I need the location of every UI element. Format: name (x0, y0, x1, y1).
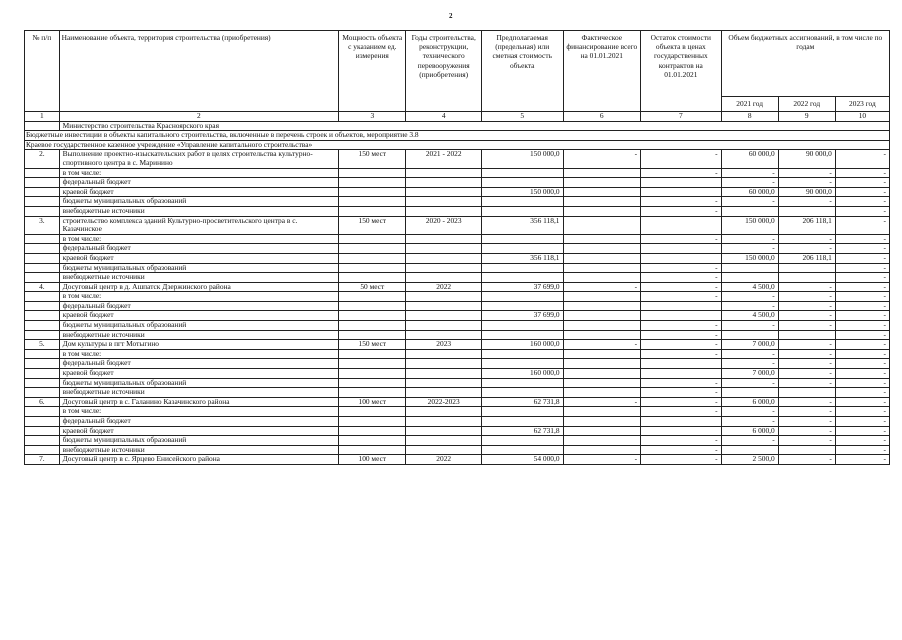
funding-source-row (25, 206, 890, 216)
header-row (25, 31, 890, 97)
funding-source-row (25, 273, 890, 283)
object-number: 5. (25, 340, 60, 350)
funding-actual (563, 311, 641, 321)
funding-2021 (721, 273, 778, 283)
funding-2021: 7 000,0 (721, 369, 778, 379)
funding-2023: - (835, 426, 889, 436)
funding-source-row (25, 330, 890, 340)
object-remainder: - (641, 150, 722, 168)
funding-2021: - (721, 378, 778, 388)
funding-2022: - (778, 349, 835, 359)
funding-cost: 62 731,8 (481, 426, 563, 436)
object-actual-financing: - (563, 282, 641, 292)
object-name: строительство комплекса зданий Культурно-просветительского центра в с. Казачинское (59, 216, 338, 234)
funding-2022: - (778, 378, 835, 388)
funding-2023: - (835, 301, 889, 311)
funding-source-label: краевой бюджет (59, 253, 338, 263)
funding-remainder (641, 426, 722, 436)
funding-source-label: бюджеты муниципальных образований (59, 436, 338, 446)
funding-remainder: - (641, 206, 722, 216)
col-allocation-header: Объем бюджетных ассигнований, в том числе по годам (721, 31, 889, 97)
funding-2022 (778, 330, 835, 340)
funding-actual (563, 378, 641, 388)
funding-2022 (778, 263, 835, 273)
object-allocation-2023: - (835, 150, 889, 168)
object-number: 4. (25, 282, 60, 292)
funding-remainder: - (641, 263, 722, 273)
object-capacity: 100 мест (339, 397, 406, 407)
funding-cost: 37 699,0 (481, 311, 563, 321)
object-allocation-2022: - (778, 282, 835, 292)
funding-2021: 150 000,0 (721, 253, 778, 263)
funding-2022: - (778, 311, 835, 321)
funding-source-row (25, 436, 890, 446)
column-number: 9 (778, 112, 835, 122)
funding-source-row (25, 369, 890, 379)
funding-2023: - (835, 445, 889, 455)
funding-2023: - (835, 244, 889, 254)
funding-2023: - (835, 273, 889, 283)
funding-source-row (25, 263, 890, 273)
object-row (25, 340, 890, 350)
object-allocation-2021: 6 000,0 (721, 397, 778, 407)
funding-remainder (641, 253, 722, 263)
column-number: 4 (406, 112, 481, 122)
funding-actual (563, 445, 641, 455)
object-actual-financing (563, 216, 641, 234)
funding-source-label: в том числе: (59, 349, 338, 359)
funding-actual (563, 359, 641, 369)
object-allocation-2021: 2 500,0 (721, 455, 778, 465)
funding-2023: - (835, 197, 889, 207)
funding-actual (563, 206, 641, 216)
object-actual-financing: - (563, 340, 641, 350)
funding-remainder (641, 301, 722, 311)
table-body (25, 112, 890, 465)
section-title: Бюджетные инвестиции в объекты капитального строительства, включенные в перечень строек и объектов, мероприятие 3.8 (25, 131, 890, 141)
year-2021-header: 2021 год (721, 97, 778, 112)
object-allocation-2021: 4 500,0 (721, 282, 778, 292)
col-actual-header: Фактическое финансирование всего на 01.01.2021 (563, 31, 641, 112)
funding-actual (563, 417, 641, 427)
funding-source-label: внебюджетные источники (59, 330, 338, 340)
funding-cost (481, 178, 563, 188)
object-years: 2022 (406, 455, 481, 465)
funding-2021 (721, 330, 778, 340)
funding-source-label: краевой бюджет (59, 426, 338, 436)
funding-source-row (25, 378, 890, 388)
funding-2021: - (721, 234, 778, 244)
funding-cost (481, 292, 563, 302)
funding-2021 (721, 388, 778, 398)
object-cost: 160 000,0 (481, 340, 563, 350)
column-number: 10 (835, 112, 889, 122)
funding-2022: - (778, 417, 835, 427)
column-number: 3 (339, 112, 406, 122)
funding-2021: - (721, 321, 778, 331)
funding-2021: - (721, 244, 778, 254)
funding-2021: - (721, 197, 778, 207)
funding-cost (481, 168, 563, 178)
funding-2023: - (835, 234, 889, 244)
column-number: 6 (563, 112, 641, 122)
funding-cost (481, 388, 563, 398)
funding-cost (481, 197, 563, 207)
object-cost: 54 000,0 (481, 455, 563, 465)
funding-source-label: федеральный бюджет (59, 178, 338, 188)
col-capacity-header: Мощность объекта с указанием ед. измерения (339, 31, 406, 112)
funding-2023: - (835, 359, 889, 369)
section-title: Министерство строительства Красноярского края (59, 121, 889, 131)
funding-2021: - (721, 359, 778, 369)
funding-source-label: федеральный бюджет (59, 417, 338, 427)
funding-actual (563, 197, 641, 207)
funding-cost (481, 234, 563, 244)
funding-source-label: краевой бюджет (59, 187, 338, 197)
column-number: 5 (481, 112, 563, 122)
section-row (25, 121, 890, 131)
funding-source-label: краевой бюджет (59, 311, 338, 321)
column-number: 2 (59, 112, 338, 122)
object-number: 2. (25, 150, 60, 168)
funding-2022: - (778, 301, 835, 311)
funding-source-label: внебюджетные источники (59, 273, 338, 283)
funding-source-row (25, 253, 890, 263)
object-name: Досуговый центр в с. Галанино Казачинского района (59, 397, 338, 407)
funding-2022: - (778, 321, 835, 331)
funding-2022: - (778, 407, 835, 417)
funding-remainder: - (641, 168, 722, 178)
funding-2023: - (835, 436, 889, 446)
funding-source-label: федеральный бюджет (59, 244, 338, 254)
funding-2023: - (835, 311, 889, 321)
funding-2023: - (835, 187, 889, 197)
funding-source-row (25, 197, 890, 207)
funding-actual (563, 321, 641, 331)
funding-2021: - (721, 178, 778, 188)
funding-remainder (641, 359, 722, 369)
funding-actual (563, 301, 641, 311)
funding-remainder: - (641, 292, 722, 302)
object-number: 3. (25, 216, 60, 234)
funding-source-label: в том числе: (59, 407, 338, 417)
funding-2022: - (778, 436, 835, 446)
object-allocation-2021: 150 000,0 (721, 216, 778, 234)
funding-source-label: внебюджетные источники (59, 206, 338, 216)
object-name: Дом культуры в пгт Мотыгино (59, 340, 338, 350)
funding-source-row (25, 178, 890, 188)
col-number-header: № п/п (25, 31, 60, 112)
funding-actual (563, 369, 641, 379)
funding-source-row (25, 407, 890, 417)
funding-remainder: - (641, 234, 722, 244)
funding-source-label: бюджеты муниципальных образований (59, 321, 338, 331)
funding-cost: 356 118,1 (481, 253, 563, 263)
col-name-header: Наименование объекта, территория строительства (приобретения) (59, 31, 338, 112)
funding-source-row (25, 349, 890, 359)
funding-remainder: - (641, 321, 722, 331)
funding-source-label: в том числе: (59, 168, 338, 178)
funding-2023: - (835, 417, 889, 427)
funding-source-row (25, 359, 890, 369)
col-remainder-header: Остаток стоимости объекта в ценах государственных контрактов на 01.01.2021 (641, 31, 722, 112)
column-number-row (25, 112, 890, 122)
funding-actual (563, 244, 641, 254)
funding-2023: - (835, 407, 889, 417)
funding-2022: - (778, 244, 835, 254)
funding-2023: - (835, 369, 889, 379)
budget-table (24, 30, 890, 465)
funding-actual (563, 292, 641, 302)
funding-remainder (641, 417, 722, 427)
object-capacity: 150 мест (339, 216, 406, 234)
funding-2021 (721, 445, 778, 455)
object-allocation-2022: 206 118,1 (778, 216, 835, 234)
object-years: 2023 (406, 340, 481, 350)
object-remainder: - (641, 455, 722, 465)
funding-cost (481, 263, 563, 273)
funding-actual (563, 273, 641, 283)
object-remainder: - (641, 282, 722, 292)
object-row (25, 282, 890, 292)
funding-2021: - (721, 168, 778, 178)
funding-actual (563, 436, 641, 446)
funding-source-row (25, 311, 890, 321)
funding-actual (563, 263, 641, 273)
funding-2023: - (835, 330, 889, 340)
funding-2021 (721, 206, 778, 216)
funding-source-label: бюджеты муниципальных образований (59, 197, 338, 207)
column-number: 1 (25, 112, 60, 122)
funding-2023: - (835, 292, 889, 302)
funding-cost: 160 000,0 (481, 369, 563, 379)
funding-actual (563, 407, 641, 417)
funding-source-row (25, 292, 890, 302)
object-remainder: - (641, 397, 722, 407)
funding-source-label: внебюджетные источники (59, 388, 338, 398)
funding-remainder: - (641, 445, 722, 455)
funding-2023: - (835, 253, 889, 263)
funding-remainder (641, 178, 722, 188)
column-number: 8 (721, 112, 778, 122)
object-capacity: 50 мест (339, 282, 406, 292)
funding-2021: 4 500,0 (721, 311, 778, 321)
funding-remainder: - (641, 197, 722, 207)
funding-2022: - (778, 234, 835, 244)
col-cost-header: Предполагаемая (предельная) или сметная стоимость объекта (481, 31, 563, 112)
funding-source-label: краевой бюджет (59, 369, 338, 379)
funding-2021: - (721, 301, 778, 311)
funding-source-label: федеральный бюджет (59, 301, 338, 311)
funding-source-row (25, 301, 890, 311)
funding-actual (563, 234, 641, 244)
funding-source-row (25, 417, 890, 427)
funding-actual (563, 388, 641, 398)
funding-cost: 150 000,0 (481, 187, 563, 197)
object-remainder: - (641, 340, 722, 350)
object-allocation-2022: - (778, 397, 835, 407)
funding-2022: 90 000,0 (778, 187, 835, 197)
object-allocation-2022: 90 000,0 (778, 150, 835, 168)
object-allocation-2021: 7 000,0 (721, 340, 778, 350)
funding-remainder (641, 244, 722, 254)
object-name: Досуговый центр в д. Ашпатск Дзержинского района (59, 282, 338, 292)
funding-cost (481, 273, 563, 283)
funding-2021: - (721, 292, 778, 302)
funding-2023: - (835, 263, 889, 273)
funding-2023: - (835, 378, 889, 388)
funding-2021: - (721, 349, 778, 359)
column-number: 7 (641, 112, 722, 122)
funding-2022: - (778, 168, 835, 178)
funding-actual (563, 168, 641, 178)
funding-actual (563, 426, 641, 436)
funding-source-row (25, 168, 890, 178)
funding-2022: - (778, 292, 835, 302)
funding-2022: - (778, 359, 835, 369)
funding-remainder (641, 187, 722, 197)
funding-2022: 206 118,1 (778, 253, 835, 263)
funding-cost (481, 359, 563, 369)
funding-source-label: бюджеты муниципальных образований (59, 263, 338, 273)
funding-source-row (25, 445, 890, 455)
object-cost: 356 118,1 (481, 216, 563, 234)
funding-remainder: - (641, 407, 722, 417)
funding-2022: - (778, 197, 835, 207)
object-actual-financing: - (563, 150, 641, 168)
object-years: 2021 - 2022 (406, 150, 481, 168)
object-cost: 150 000,0 (481, 150, 563, 168)
funding-remainder (641, 369, 722, 379)
object-allocation-2023: - (835, 216, 889, 234)
object-remainder (641, 216, 722, 234)
funding-cost (481, 321, 563, 331)
year-2022-header: 2022 год (778, 97, 835, 112)
funding-cost (481, 206, 563, 216)
funding-2022 (778, 206, 835, 216)
funding-2023: - (835, 168, 889, 178)
funding-2022: - (778, 426, 835, 436)
funding-2021 (721, 263, 778, 273)
object-years: 2022 (406, 282, 481, 292)
funding-2021: 6 000,0 (721, 426, 778, 436)
funding-remainder: - (641, 273, 722, 283)
funding-remainder: - (641, 378, 722, 388)
funding-2021: - (721, 436, 778, 446)
section-row (25, 131, 890, 141)
funding-source-label: внебюджетные источники (59, 445, 338, 455)
funding-2022 (778, 273, 835, 283)
object-allocation-2023: - (835, 455, 889, 465)
funding-2022: - (778, 369, 835, 379)
object-years: 2020 - 2023 (406, 216, 481, 234)
object-allocation-2023: - (835, 282, 889, 292)
funding-remainder: - (641, 436, 722, 446)
funding-remainder: - (641, 388, 722, 398)
funding-source-label: в том числе: (59, 234, 338, 244)
object-actual-financing: - (563, 397, 641, 407)
funding-source-label: в том числе: (59, 292, 338, 302)
funding-actual (563, 187, 641, 197)
object-capacity: 100 мест (339, 455, 406, 465)
object-name: Выполнение проектно-изыскательских работ в целях строительства культурно-спортивного центра в с. Маринино (59, 150, 338, 168)
funding-cost (481, 378, 563, 388)
object-number: 7. (25, 455, 60, 465)
object-actual-financing: - (563, 455, 641, 465)
object-capacity: 150 мест (339, 340, 406, 350)
funding-actual (563, 349, 641, 359)
funding-cost (481, 407, 563, 417)
object-allocation-2022: - (778, 340, 835, 350)
object-allocation-2023: - (835, 340, 889, 350)
funding-cost (481, 244, 563, 254)
funding-actual (563, 253, 641, 263)
funding-source-row (25, 426, 890, 436)
funding-cost (481, 445, 563, 455)
funding-source-row (25, 244, 890, 254)
funding-source-row (25, 321, 890, 331)
object-row (25, 397, 890, 407)
object-cost: 37 699,0 (481, 282, 563, 292)
col-years-header: Годы строительства, реконструкции, технического перевооружения (приобретения) (406, 31, 481, 112)
funding-remainder (641, 311, 722, 321)
funding-remainder: - (641, 349, 722, 359)
funding-cost (481, 417, 563, 427)
funding-2023: - (835, 321, 889, 331)
funding-2022: - (778, 178, 835, 188)
funding-cost (481, 330, 563, 340)
object-cost: 62 731,8 (481, 397, 563, 407)
funding-2021: 60 000,0 (721, 187, 778, 197)
funding-source-row (25, 187, 890, 197)
page-number: 2 (449, 12, 453, 20)
funding-2022 (778, 445, 835, 455)
funding-2021: - (721, 407, 778, 417)
object-allocation-2021: 60 000,0 (721, 150, 778, 168)
funding-cost (481, 436, 563, 446)
funding-2023: - (835, 206, 889, 216)
year-2023-header: 2023 год (835, 97, 889, 112)
funding-actual (563, 178, 641, 188)
funding-actual (563, 330, 641, 340)
object-row (25, 455, 890, 465)
funding-source-row (25, 234, 890, 244)
funding-source-row (25, 388, 890, 398)
funding-2023: - (835, 349, 889, 359)
section-row (25, 140, 890, 150)
funding-remainder: - (641, 330, 722, 340)
object-years: 2022-2023 (406, 397, 481, 407)
funding-2021: - (721, 417, 778, 427)
funding-2023: - (835, 178, 889, 188)
object-allocation-2022: - (778, 455, 835, 465)
funding-cost (481, 349, 563, 359)
funding-2023: - (835, 388, 889, 398)
funding-cost (481, 301, 563, 311)
object-name: Досуговый центр в с. Ярцево Енисейского района (59, 455, 338, 465)
object-number: 6. (25, 397, 60, 407)
funding-source-label: федеральный бюджет (59, 359, 338, 369)
object-allocation-2023: - (835, 397, 889, 407)
funding-source-label: бюджеты муниципальных образований (59, 378, 338, 388)
section-title: Краевое государственное казенное учреждение «Управление капитального строительства» (25, 140, 890, 150)
object-capacity: 150 мест (339, 150, 406, 168)
funding-2022 (778, 388, 835, 398)
